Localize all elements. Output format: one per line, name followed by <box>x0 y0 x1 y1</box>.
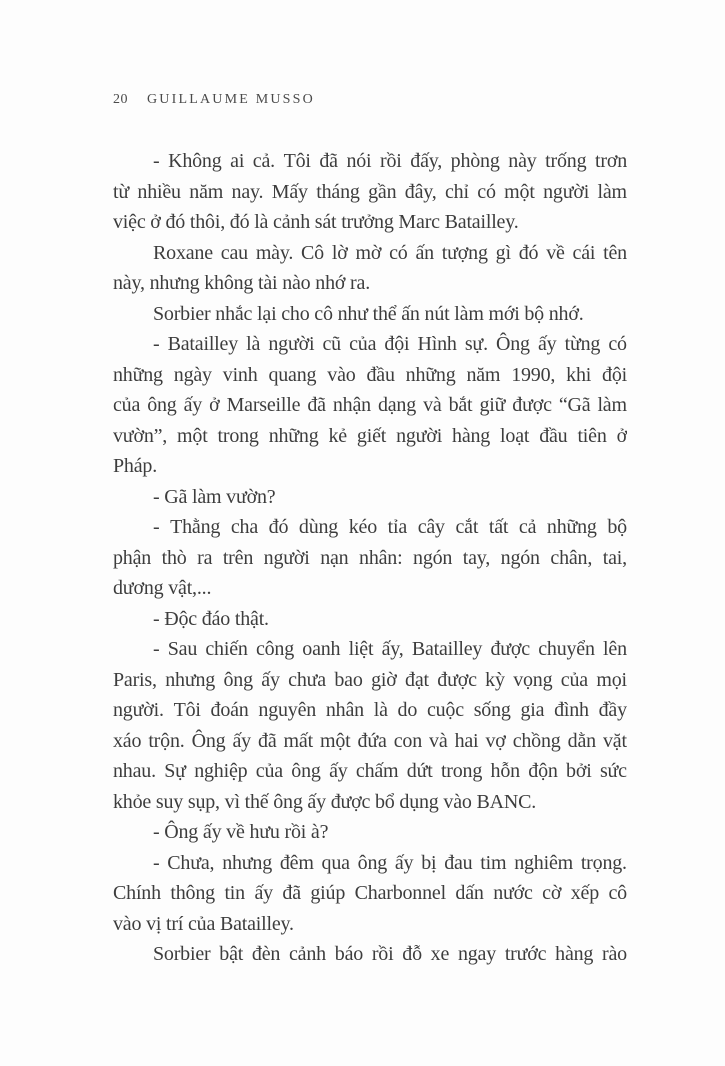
text-line: Sorbier nhắc lại cho cô như thể ấn nút làm mới bộ nhớ. <box>153 302 584 325</box>
running-title: GUILLAUME MUSSO <box>147 92 315 107</box>
text-line: xáo trộn. Ông ấy đã mất một đứa con và hai vợ chồng dằn vặt <box>113 729 627 752</box>
text-line: từ nhiều năm nay. Mấy tháng gần đây, chỉ có một người làm <box>113 180 627 203</box>
paragraph <box>113 848 627 940</box>
text-line: Paris, nhưng ông ấy chưa bao giờ đạt được kỳ vọng của mọi <box>113 668 627 691</box>
text-line: những ngày vinh quang vào đầu những năm 1990, khi đội <box>113 363 627 386</box>
text-line: dương vật,... <box>113 577 212 599</box>
text-line: Roxane cau mày. Cô lờ mờ có ấn tượng gì đó về cái tên <box>153 241 627 264</box>
running-header <box>113 92 315 108</box>
text-line: - Không ai cả. Tôi đã nói rồi đấy, phòng này trống trơn <box>153 150 627 172</box>
paragraph <box>113 634 627 817</box>
text-line: này, nhưng không tài nào nhớ ra. <box>113 272 370 294</box>
page-body <box>113 146 627 970</box>
text-line: của ông ấy ở Marseille đã nhận dạng và bắt giữ được “Gã làm <box>113 394 627 416</box>
text-line: Sorbier bật đèn cảnh báo rồi đỗ xe ngay trước hàng rào <box>153 943 627 965</box>
paragraph <box>113 817 627 848</box>
text-line: - Gã làm vườn? <box>153 485 276 508</box>
text-line: - Sau chiến công oanh liệt ấy, Batailley được chuyển lên <box>153 638 627 660</box>
paragraph <box>113 939 627 970</box>
paragraph <box>113 238 627 299</box>
paragraph <box>113 146 627 238</box>
text-line: Chính thông tin ấy đã giúp Charbonnel dấn nước cờ xếp cô <box>113 882 627 904</box>
paragraph <box>113 299 627 330</box>
text-line: - Độc đáo thật. <box>153 607 269 630</box>
text-line: - Thằng cha đó dùng kéo tỉa cây cắt tất cả những bộ <box>153 516 627 538</box>
paragraph <box>113 482 627 513</box>
paragraph <box>113 512 627 604</box>
text-line: vườn”, một trong những kẻ giết người hàng loạt đầu tiên ở <box>113 424 627 447</box>
text-line: nhau. Sự nghiệp của ông ấy chấm dứt trong hỗn độn bởi sức <box>113 760 627 782</box>
text-line: khỏe suy sụp, vì thế ông ấy được bổ dụng vào BANC. <box>113 790 537 813</box>
paragraph <box>113 604 627 635</box>
text-line: - Batailley là người cũ của đội Hình sự. Ông ấy từng có <box>153 333 627 355</box>
paragraph <box>113 329 627 482</box>
text-line: - Chưa, nhưng đêm qua ông ấy bị đau tim nghiêm trọng. <box>153 851 627 874</box>
text-line: việc ở đó thôi, đó là cảnh sát trưởng Marc Batailley. <box>113 211 519 233</box>
text-line: phận thò ra trên người nạn nhân: ngón tay, ngón chân, tai, <box>113 546 627 569</box>
page-number: 20 <box>113 92 128 107</box>
text-line: người. Tôi đoán nguyên nhân là do cuộc sống gia đình đầy <box>113 699 627 721</box>
text-line: - Ông ấy về hưu rồi à? <box>153 821 329 843</box>
text-line: vào vị trí của Batailley. <box>113 912 294 935</box>
text-line: Pháp. <box>113 455 158 477</box>
